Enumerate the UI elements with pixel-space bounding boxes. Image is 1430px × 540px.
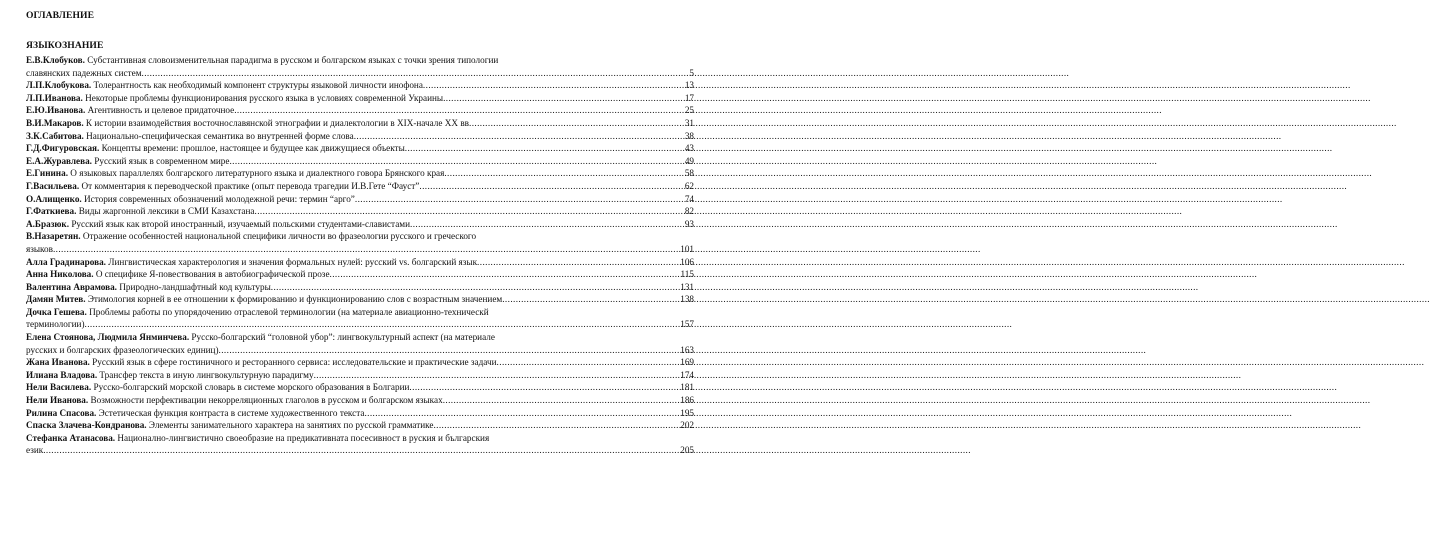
dot-leader — [271, 281, 679, 294]
entry-line — [26, 306, 694, 319]
entry-line — [26, 369, 694, 382]
entry-author: Е.Гинина. — [26, 168, 68, 179]
entry-author: В.И.Макаров. — [26, 117, 84, 128]
entry-line — [26, 142, 694, 155]
entry-line — [26, 407, 694, 420]
entry-author: Стефанка Атанасова. — [26, 432, 116, 443]
entry-page-number: 74 — [684, 193, 694, 204]
entry-page-number: 138 — [680, 294, 694, 305]
entry-author: Г.Фаткиева. — [26, 206, 77, 217]
toc-entry[interactable] — [26, 394, 694, 407]
entry-author: Елена Стоянова, Людмила Янминчева. — [26, 332, 190, 343]
entry-text — [26, 293, 502, 306]
entry-text — [26, 193, 355, 206]
dot-leader — [219, 344, 680, 357]
entry-text — [26, 92, 443, 105]
entry-text — [26, 381, 409, 394]
entry-author: Анна Николова. — [26, 269, 94, 280]
entry-line — [26, 268, 694, 281]
entry-line — [26, 155, 694, 168]
entry-author: Дочка Гешева. — [26, 306, 87, 317]
entry-page-number: 202 — [680, 420, 694, 431]
toc-entry[interactable] — [26, 180, 694, 193]
entry-text — [26, 142, 405, 155]
dot-leader — [433, 419, 679, 432]
entry-line — [26, 130, 694, 143]
toc-entry[interactable] — [26, 167, 694, 180]
entry-page-number: 25 — [684, 105, 694, 116]
entry-line — [26, 344, 694, 357]
entry-page-number: 38 — [684, 130, 694, 141]
dot-leader — [410, 218, 684, 231]
entry-title-continued: терминологии) — [26, 319, 85, 330]
entry-page-number: 106 — [680, 256, 694, 267]
entry-author: Спаска Злачева-Кондранова. — [26, 420, 147, 431]
entry-text — [26, 394, 443, 407]
entry-author: Е.В.Клобуков. — [26, 55, 85, 65]
dot-leader — [354, 130, 684, 143]
entry-text — [26, 268, 330, 281]
entry-author: Г.Васильева. — [26, 180, 80, 191]
entry-author: Валентина Аврамова. — [26, 281, 117, 292]
entry-page-number: 115 — [680, 269, 694, 280]
entry-text — [26, 130, 354, 143]
entry-title: Возможности перфективации некорреляционных глаголов в русском и болгарском языках — [88, 395, 443, 406]
entry-page-number: 49 — [684, 155, 694, 166]
entry-line — [26, 256, 694, 269]
entry-author: Г.Д.Фигуровская. — [26, 143, 100, 154]
entry-author: Л.П.Иванова. — [26, 92, 83, 103]
toc-entries — [26, 54, 694, 457]
entry-text — [26, 117, 469, 130]
entry-page-number: 13 — [684, 80, 694, 91]
entry-line — [26, 230, 694, 243]
toc-entry[interactable] — [26, 79, 694, 92]
dot-leader — [234, 104, 684, 117]
entry-author: Л.П.Клобукова. — [26, 80, 92, 91]
entry-line — [26, 67, 694, 80]
entry-line — [26, 243, 694, 256]
toc-entry[interactable] — [26, 356, 694, 369]
entry-line — [26, 104, 694, 117]
toc-entry[interactable] — [26, 205, 694, 218]
entry-title-continued: славянских падежных систем — [26, 67, 142, 78]
entry-title: О специфике Я-повествования в автобиографической прозе — [93, 269, 330, 280]
entry-page-number: 93 — [684, 218, 694, 229]
dot-leader — [497, 356, 680, 369]
entry-line — [26, 331, 694, 344]
entry-line — [26, 205, 694, 218]
entry-title: Некоторые проблемы функционирования русского языка в условиях современной Украины — [82, 92, 444, 103]
entry-title: Национално-лингвистично своеобразие на предикативната посесивност в руския и българския — [115, 432, 490, 443]
entry-text — [26, 407, 364, 420]
entry-title: Русский язык как второй иностранный, изучаемый польскими студентами-славистами — [69, 218, 410, 229]
toc-entry[interactable] — [26, 193, 694, 206]
entry-title: Русский язык в сфере гостиничного и ресторанного сервиса: исследовательские и практические задачи — [89, 357, 497, 368]
entry-text — [26, 205, 255, 218]
dot-leader — [314, 369, 680, 382]
entry-title: Русско-болгарский морской словарь в системе морского образования в Болгарии — [91, 382, 410, 393]
entry-author: Илиана Владова. — [26, 369, 98, 380]
entry-text — [26, 79, 423, 92]
entry-line — [26, 381, 694, 394]
entry-title-continued: език — [26, 445, 44, 456]
entry-page-number: 101 — [680, 243, 694, 254]
toc-entry[interactable] — [26, 432, 694, 457]
dot-leader — [477, 256, 679, 269]
entry-page-number: 163 — [680, 344, 694, 355]
dot-leader — [444, 167, 683, 180]
entry-title-continued: языков — [26, 243, 53, 254]
toc-entry[interactable] — [26, 104, 694, 117]
entry-title: Русский язык в современном мире — [91, 155, 230, 166]
toc-entry[interactable] — [26, 268, 694, 281]
toc-entry[interactable] — [26, 369, 694, 382]
entry-page-number: 62 — [684, 180, 694, 191]
dot-leader — [423, 79, 684, 92]
dot-leader — [469, 117, 684, 130]
toc-entry[interactable] — [26, 92, 694, 105]
toc-entry[interactable] — [26, 218, 694, 231]
toc-entry[interactable] — [26, 306, 694, 331]
dot-leader — [85, 318, 680, 331]
toc-entry[interactable] — [26, 256, 694, 269]
entry-title: Трансфер текста в иную лингвокультурную парадигму — [97, 369, 314, 380]
entry-page-number: 195 — [680, 407, 694, 418]
dot-leader — [355, 193, 684, 206]
entry-title: Концепты времени: прошлое, настоящее и будущее как движущиеся объекты — [99, 143, 405, 154]
entry-title: Русско-болгарский “головной убор”: лингвокультурный аспект (на материале — [189, 332, 495, 343]
entry-author: Жана Иванова. — [26, 357, 90, 368]
entry-page-number: 205 — [680, 445, 694, 456]
entry-title: Отражение особенностей национальной специфики личности во фразеологии русского и греческого — [80, 231, 477, 242]
toc-entry[interactable] — [26, 381, 694, 394]
entry-title: Толерантность как необходимый компонент структуры языковой личности инофона — [91, 80, 423, 91]
entry-author: О.Алищенко. — [26, 193, 82, 204]
toc-entry[interactable] — [26, 407, 694, 420]
entry-author: В.Назаретян. — [26, 231, 81, 242]
dot-leader — [502, 293, 679, 306]
entry-title: Агентивность и целевое придаточное — [85, 105, 235, 116]
entry-title: Природно-ландшафтный код культуры — [116, 281, 271, 292]
dot-leader — [364, 407, 679, 420]
dot-leader — [255, 205, 684, 218]
entry-text — [26, 369, 314, 382]
entry-line — [26, 54, 694, 67]
dot-leader — [405, 142, 684, 155]
entry-author: Дамян Митев. — [26, 294, 86, 305]
entry-page-number: 131 — [680, 281, 694, 292]
entry-page-number: 17 — [684, 92, 694, 103]
entry-title: История современных обозначений молодежной речи: термин “арго” — [81, 193, 355, 204]
entry-text — [26, 104, 234, 117]
toc-entry[interactable] — [26, 54, 694, 79]
dot-leader — [443, 394, 680, 407]
dot-leader — [419, 180, 683, 193]
entry-text — [26, 281, 271, 294]
entry-line — [26, 79, 694, 92]
entry-line — [26, 180, 694, 193]
entry-page-number: 31 — [684, 117, 694, 128]
dot-leader — [443, 92, 684, 105]
entry-author: Нели Иванова. — [26, 395, 89, 406]
entry-author: Алла Градинарова. — [26, 256, 106, 267]
entry-page-number: 82 — [684, 206, 694, 217]
entry-line — [26, 356, 694, 369]
dot-leader — [43, 444, 679, 457]
entry-page-number: 5 — [689, 67, 694, 78]
entry-line — [26, 444, 694, 457]
entry-page-number: 43 — [684, 143, 694, 154]
entry-title: Виды жаргонной лексики в СМИ Казахстана — [76, 206, 255, 217]
entry-author: Рилина Спасова. — [26, 407, 97, 418]
toc-entry[interactable] — [26, 230, 694, 255]
dot-leader — [53, 243, 679, 256]
section-heading: ЯЗЫКОЗНАНИЕ — [26, 40, 104, 51]
entry-page-number: 186 — [680, 395, 694, 406]
entry-title: Этимология корней в ее отношении к формированию и функционированию слов с возрастным значением — [85, 294, 503, 305]
entry-title: О языковых параллелях болгарского литературного языка и диалектного говора Брянского края — [68, 168, 445, 179]
dot-leader — [409, 381, 679, 394]
entry-line — [26, 293, 694, 306]
entry-title: Национально-специфическая семантика во внутренней форме слова — [83, 130, 354, 141]
toc-title: ОГЛАВЛЕНИЕ — [26, 10, 95, 21]
entry-page-number: 157 — [680, 319, 694, 330]
entry-author: Е.Ю.Иванова. — [26, 105, 86, 116]
entry-title-continued: русских и болгарских фразеологических единиц) — [26, 344, 219, 355]
entry-author: Нели Василева. — [26, 382, 92, 393]
dot-leader — [330, 268, 680, 281]
entry-title: Элементы занимательного характера на занятиях по русской грамматике — [146, 420, 434, 431]
toc-entry[interactable] — [26, 293, 694, 306]
entry-title: От комментария к переводческой практике (опыт перевода трагедии И.В.Гете “Фауст” — [79, 180, 420, 191]
entry-text — [26, 218, 410, 231]
toc-entry[interactable] — [26, 331, 694, 356]
entry-page-number: 58 — [684, 168, 694, 179]
entry-line — [26, 218, 694, 231]
toc-entry[interactable] — [26, 142, 694, 155]
entry-author: Е.А.Журавлева. — [26, 155, 92, 166]
entry-line — [26, 432, 694, 445]
toc-entry[interactable] — [26, 281, 694, 294]
entry-author: З.К.Сабитова. — [26, 130, 84, 141]
entry-title: Субстантивная словоизменительная парадигма в русском и болгарском языках с точки зрения типологии — [84, 55, 499, 65]
toc-entry[interactable] — [26, 117, 694, 130]
entry-title: Эстетическая функция контраста в системе художественного текста — [96, 407, 365, 418]
dot-leader — [229, 155, 683, 168]
entry-line — [26, 167, 694, 180]
entry-line — [26, 281, 694, 294]
entry-author: А.Бразюк. — [26, 218, 70, 229]
entry-line — [26, 117, 694, 130]
entry-text — [26, 419, 433, 432]
entry-title: Проблемы работы по упорядочению отраслевой терминологии (на материале авиационно-техническй — [86, 306, 489, 317]
entry-text — [26, 155, 229, 168]
entry-line — [26, 394, 694, 407]
entry-line — [26, 193, 694, 206]
entry-text — [26, 356, 497, 369]
entry-text — [26, 256, 477, 269]
entry-page-number: 181 — [680, 382, 694, 393]
entry-text — [26, 167, 444, 180]
dot-leader — [142, 67, 689, 80]
entry-title: К истории взаимодействия восточнославянской этнографии и диалектологии в XIX-начале XX вв — [83, 117, 469, 128]
toc-entry[interactable] — [26, 155, 694, 168]
toc-entry[interactable] — [26, 130, 694, 143]
entry-line — [26, 419, 694, 432]
toc-entry[interactable] — [26, 419, 694, 432]
entry-page-number: 174 — [680, 369, 694, 380]
entry-title: Лингвистическая характерология и значения формальных нулей: русский vs. болгарский язык — [105, 256, 478, 267]
entry-line — [26, 318, 694, 331]
entry-line — [26, 92, 694, 105]
entry-page-number: 169 — [680, 357, 694, 368]
entry-text — [26, 180, 419, 193]
